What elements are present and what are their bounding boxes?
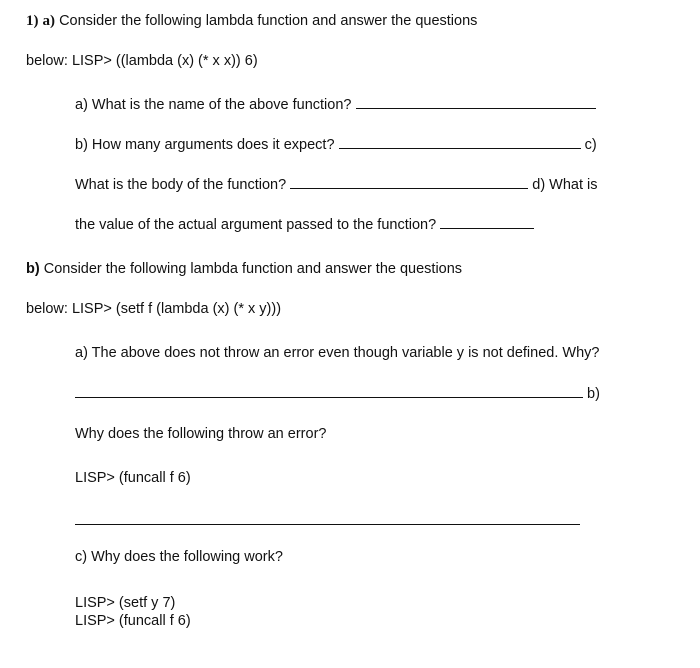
question-1d-text: the value of the actual argument passed to the function?	[75, 217, 437, 233]
question-2c-code-1: LISP> (setf y 7)	[75, 595, 176, 611]
question-1c-text: What is the body of the function?	[75, 177, 287, 193]
question-2b-code: LISP> (funcall f 6)	[75, 470, 191, 486]
answer-blank-1d[interactable]	[440, 215, 534, 229]
answer-blank-1b[interactable]	[339, 135, 581, 149]
question-1d-label: d) What is	[532, 177, 598, 193]
part-label-a: a)	[42, 13, 56, 29]
question-1b-text: b) How many arguments does it expect?	[75, 137, 335, 153]
question-2b-text: Why does the following throw an error?	[75, 426, 327, 442]
question-1-code: below: LISP> ((lambda (x) (* x x)) 6)	[26, 53, 258, 69]
question-2b-label: b)	[587, 386, 600, 402]
question-number: 1)	[26, 13, 39, 29]
question-1b	[75, 135, 597, 154]
question-2b-answer	[75, 511, 580, 530]
question-2a-answer	[75, 384, 600, 403]
question-1d	[75, 215, 534, 234]
answer-blank-1c[interactable]	[290, 175, 528, 189]
question-1c-label: c)	[584, 137, 597, 153]
answer-blank-2b[interactable]	[75, 511, 580, 525]
question-1c	[75, 175, 598, 194]
question-2a-text: a) The above does not throw an error even though variable y is not defined. Why?	[75, 345, 600, 361]
question-2c-text: c) Why does the following work?	[75, 549, 283, 565]
question-2-code: below: LISP> (setf f (lambda (x) (* x y)))	[26, 301, 282, 317]
question-1a-text: a) What is the name of the above function?	[75, 97, 352, 113]
part-label-b: b)	[26, 261, 40, 277]
question-2-intro: Consider the following lambda function and answer the questions	[43, 261, 463, 277]
answer-blank-2a[interactable]	[75, 384, 583, 398]
question-2c-code-2: LISP> (funcall f 6)	[75, 613, 191, 629]
question-1-header	[26, 12, 477, 30]
question-2-header	[26, 260, 462, 278]
answer-blank-1a[interactable]	[356, 95, 596, 109]
question-1a	[75, 95, 596, 114]
question-1-intro: Consider the following lambda function and answer the questions	[59, 13, 478, 29]
